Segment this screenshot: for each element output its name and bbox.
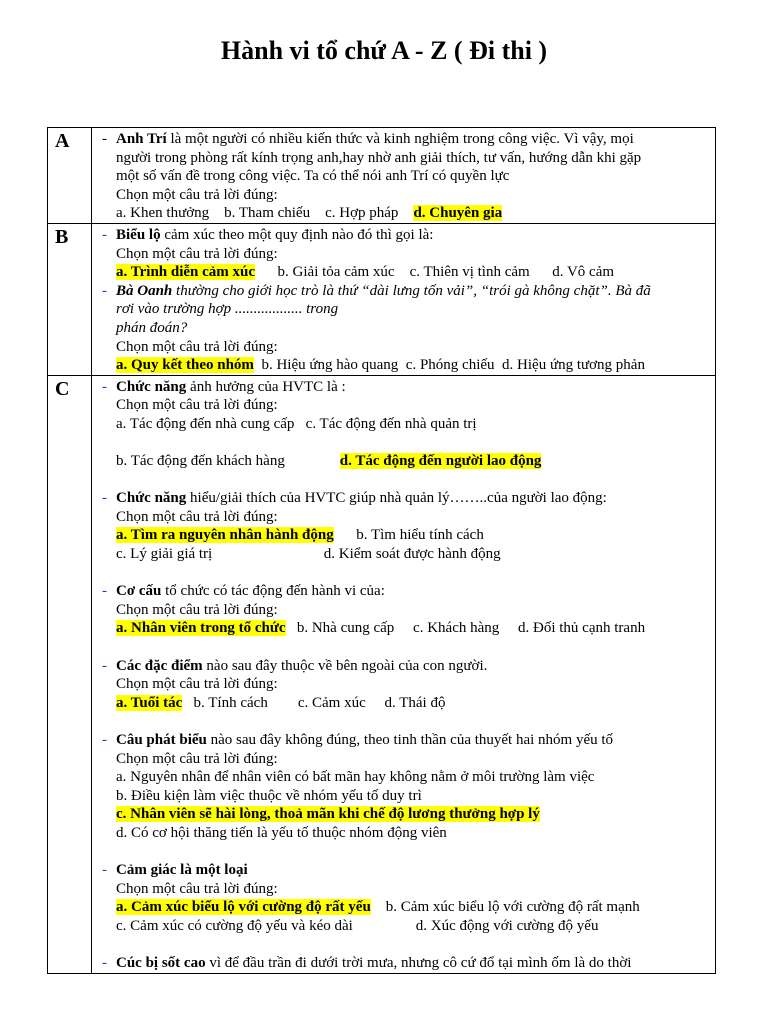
question-text: phán đoán? (116, 319, 188, 336)
section-letter-a: A (48, 128, 92, 224)
question-text: hiểu/giải thích của HVTC giúp nhà quản lý……..của người lao động: (186, 490, 607, 507)
answer-option: b. Cảm xúc biểu lộ với cường độ rất mạnh (385, 899, 640, 916)
question-table (47, 127, 716, 974)
question-text: nào sau đây thuộc về bên ngoài của con người. (202, 657, 488, 674)
question-text: là một người có nhiều kiến thức và kinh nghiệm trong công việc. Vì vậy, mọi (166, 131, 634, 147)
answer-prompt: Chọn một câu trả lời đúng: (116, 338, 278, 355)
bullet-dash: - (102, 732, 107, 748)
answer-option: c. Cảm xúc có cường độ yếu và kéo dài (116, 917, 353, 934)
question-c2 (96, 489, 711, 563)
answer-option: b. Nhà cung cấp (296, 620, 395, 637)
correct-answer: a. Tìm ra nguyên nhân hành động (116, 527, 334, 544)
question-text: rơi vào trường hợp .................. trong (116, 301, 339, 318)
question-subject: Biểu lộ (116, 226, 161, 243)
question-c1 (96, 378, 711, 471)
question-text: ảnh hưởng của HVTC là : (186, 378, 346, 395)
correct-answer: d. Chuyên gia (413, 205, 503, 222)
answer-prompt: Chọn một câu trả lời đúng: (116, 397, 278, 414)
question-b2 (96, 282, 711, 375)
bullet-dash: - (102, 490, 107, 507)
answer-option: b. Giải tỏa cảm xúc (277, 264, 395, 281)
answer-option: d. Đối thủ cạnh tranh (518, 620, 646, 637)
question-c6 (96, 861, 711, 935)
bullet-dash: - (102, 955, 107, 972)
answer-option: c. Cảm xúc (297, 694, 366, 711)
section-letter-b: B (48, 223, 92, 375)
question-text: tổ chức có tác động đến hành vi của: (161, 583, 385, 600)
answer-option: b. Tham chiếu (224, 205, 311, 222)
question-text: một số vấn đề trong công việc. Ta có thể nói anh Trí có quyền lực (116, 168, 510, 185)
question-c4 (96, 657, 711, 713)
question-b1 (96, 226, 711, 282)
question-text: người trong phòng rất kính trọng anh,hay nhờ anh giải thích, tư vấn, hướng dẫn khi gặp (116, 149, 642, 166)
section-letter-c: C (48, 375, 92, 973)
answer-option: a. Nguyên nhân để nhân viên có bất mãn hay không nằm ở môi trường làm việc (116, 769, 595, 786)
section-a-row (48, 128, 716, 224)
answer-option: d. Có cơ hội thăng tiến là yếu tố thuộc nhóm động viên (116, 824, 447, 841)
answer-option: a. Khen thưởng (116, 205, 210, 222)
question-subject: Bà Oanh (116, 282, 173, 299)
section-b-row (48, 223, 716, 375)
section-c-row (48, 375, 716, 973)
answer-option: c. Thiên vị tình cảm (409, 264, 530, 281)
correct-answer: a. Nhân viên trong tổ chức (116, 620, 286, 637)
answer-option: b. Hiệu ứng hào quang (261, 357, 399, 374)
correct-answer: a. Trình diễn cảm xúc (116, 264, 256, 281)
answer-prompt: Chọn một câu trả lời đúng: (116, 676, 278, 693)
answer-prompt: Chọn một câu trả lời đúng: (116, 601, 278, 618)
question-a1 (96, 130, 711, 223)
question-c3 (96, 582, 711, 638)
question-subject: Cảm giác là một loại (116, 862, 248, 879)
correct-answer: a. Tuổi tác (116, 694, 183, 711)
answer-option: d. Thái độ (384, 694, 446, 711)
answer-option: b. Tính cách (193, 694, 268, 711)
bullet-dash: - (102, 657, 107, 674)
answer-option: b. Tìm hiểu tính cách (356, 527, 484, 544)
correct-answer: d. Tác động đến người lao động (339, 453, 542, 470)
question-text: nào sau đây không đúng, theo tinh thần của thuyết hai nhóm yếu tố (206, 732, 614, 748)
question-c7 (96, 954, 711, 973)
answer-option: d. Xúc động với cường độ yếu (415, 917, 599, 934)
answer-option: a. Tác động đến nhà cung cấp (116, 415, 295, 432)
bullet-dash: - (102, 378, 107, 395)
section-a-content (92, 128, 716, 224)
correct-answer: a. Quy kết theo nhóm (116, 357, 254, 374)
question-text: cảm xúc theo một quy định nào đó thì gọi là: (160, 226, 434, 243)
correct-answer: c. Nhân viên sẽ hài lòng, thoả mãn khi chế độ lương thưởng hợp lý (116, 806, 540, 823)
bullet-dash: - (102, 583, 107, 600)
section-c-content (92, 375, 716, 973)
question-text: thường cho giới học trò là thứ “dài lưng tốn vải”, “trói gà không chặt”. Bà đã (172, 282, 651, 299)
section-b-content (92, 223, 716, 375)
answer-option: c. Phóng chiếu (405, 357, 495, 374)
bullet-dash: - (102, 226, 107, 243)
bullet-dash: - (102, 862, 107, 879)
question-c5 (96, 731, 711, 843)
answer-prompt: Chọn một câu trả lời đúng: (116, 186, 278, 203)
question-subject: Anh Trí (116, 131, 167, 147)
answer-option: b. Tác động đến khách hàng (116, 453, 285, 470)
answer-prompt: Chọn một câu trả lời đúng: (116, 245, 278, 262)
question-subject: Câu phát biểu (116, 732, 207, 748)
question-subject: Chức năng (116, 490, 187, 507)
bullet-dash: - (102, 131, 107, 147)
answer-option: d. Hiệu ứng tương phản (502, 357, 645, 374)
answer-option: c. Tác động đến nhà quản trị (305, 415, 477, 432)
document-title: Hành vi tổ chứ A - Z ( Đi thi ) (220, 36, 548, 65)
question-subject: Các đặc điểm (116, 657, 203, 674)
question-subject: Chức năng (116, 378, 187, 395)
answer-prompt: Chọn một câu trả lời đúng: (116, 508, 278, 525)
bullet-dash: - (102, 282, 107, 299)
answer-option: c. Lý giải giá trị (116, 546, 213, 563)
answer-option: b. Điều kiện làm việc thuộc về nhóm yếu tố duy trì (116, 787, 422, 804)
correct-answer: a. Cảm xúc biểu lộ với cường độ rất yếu (116, 899, 371, 916)
answer-option: c. Khách hàng (413, 620, 500, 637)
answer-option: c. Hợp pháp (325, 205, 399, 222)
answer-prompt: Chọn một câu trả lời đúng: (116, 750, 278, 767)
question-subject: Cơ cấu (116, 583, 162, 600)
answer-prompt: Chọn một câu trả lời đúng: (116, 880, 278, 897)
answer-option: d. Kiểm soát được hành động (323, 546, 501, 563)
answer-option: d. Vô cảm (552, 264, 615, 281)
question-text: vì để đầu trần đi dưới trời mưa, nhưng cô cứ đổ tại mình ốm là do thời (205, 955, 632, 972)
question-subject: Cúc bị sốt cao (116, 955, 206, 972)
